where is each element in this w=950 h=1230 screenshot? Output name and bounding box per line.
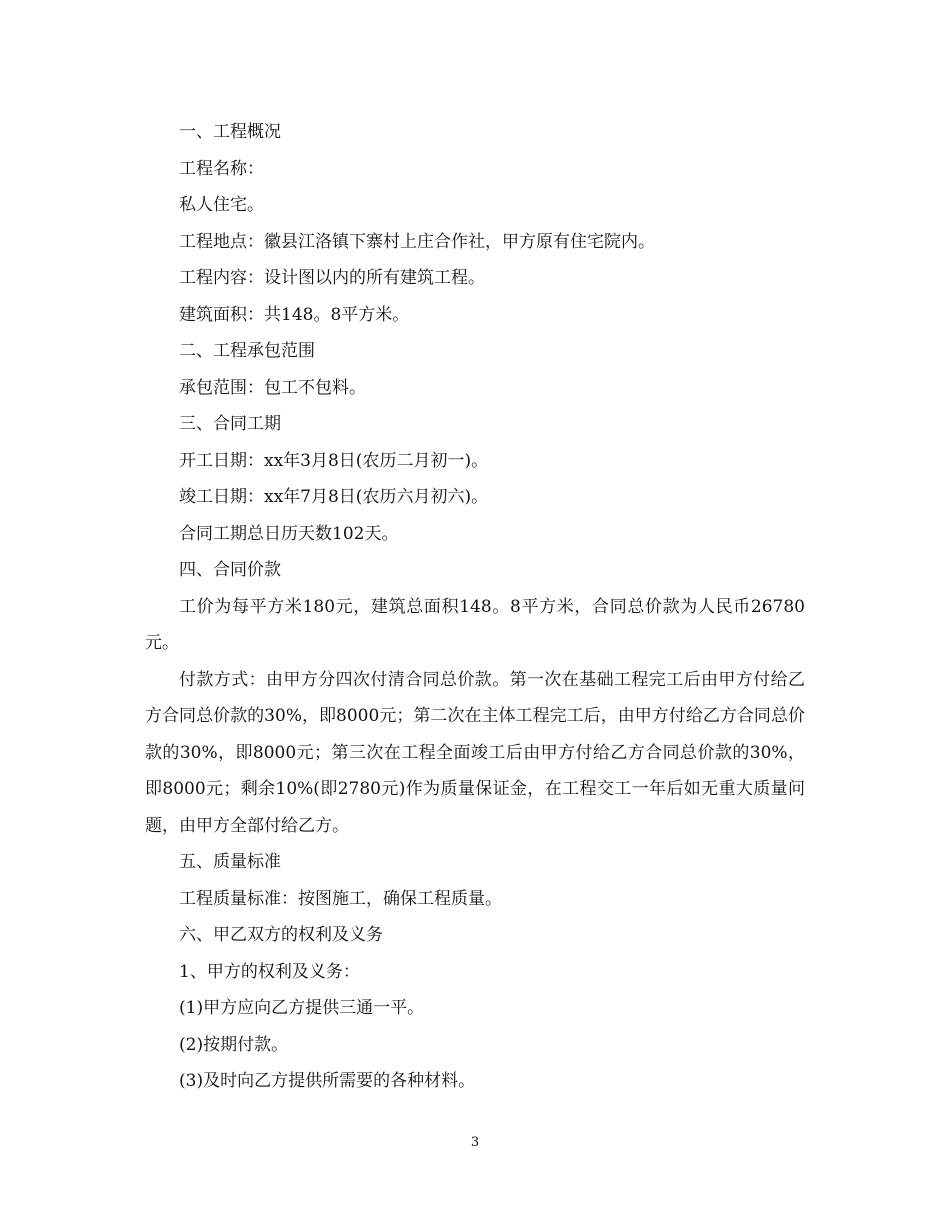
completion-date: 竣工日期：xx年7月8日(农历六月初六)。 — [179, 487, 489, 507]
building-area: 建筑面积：共148。8平方米。 — [179, 304, 410, 325]
party-a-item-3: (3)及时向乙方提供所需要的各种材料。 — [179, 1071, 476, 1091]
page-number: 3 — [470, 1135, 480, 1150]
section-heading-quality: 五、质量标准 — [179, 852, 281, 872]
price-paragraph: 工价为每平方米180元，建筑总面积148。8平方米，合同总价款为人民币26780元。 — [145, 596, 805, 653]
section-heading-scope: 二、工程承包范围 — [179, 341, 315, 361]
project-content: 工程内容：设计图以内的所有建筑工程。 — [179, 268, 485, 288]
start-date: 开工日期：xx年3月8日(农历二月初一)。 — [179, 450, 489, 471]
total-duration: 合同工期总日历天数102天。 — [179, 523, 399, 544]
section-heading-rights: 六、甲乙双方的权利及义务 — [179, 925, 383, 945]
section-heading-duration: 三、合同工期 — [179, 414, 281, 434]
project-name-value: 私人住宅。 — [179, 195, 264, 215]
section-heading-price: 四、合同价款 — [179, 560, 281, 580]
quality-standard: 工程质量标准：按图施工，确保工程质量。 — [179, 888, 502, 909]
party-a-item-1: (1)甲方应向乙方提供三通一平。 — [179, 998, 425, 1018]
contract-scope: 承包范围：包工不包料。 — [179, 377, 366, 398]
payment-paragraph: 付款方式：由甲方分四次付清合同总价款。第一次在基础工程完工后由甲方付给乙方合同总价款的30%，即8000元；第二次在主体工程完工后，由甲方付给乙方合同总价款的30%，即8000元；第三次在工程全面竣工后由甲方付给乙方合同总价款的30%，即8000元；剩余10%(即2780元)作为质量保证金，在工程交工一年后如无重大质量问题，由甲方全部付给乙方。 — [145, 669, 805, 836]
party-a-rights-heading: 1、甲方的权利及义务： — [179, 961, 360, 982]
document-body — [145, 114, 805, 1100]
party-a-item-2: (2)按期付款。 — [179, 1034, 289, 1055]
project-name-label: 工程名称： — [179, 158, 264, 179]
project-location: 工程地点：徽县江洛镇下寨村上庄合作社，甲方原有住宅院内。 — [179, 231, 655, 252]
section-heading-overview: 一、工程概况 — [179, 122, 281, 142]
